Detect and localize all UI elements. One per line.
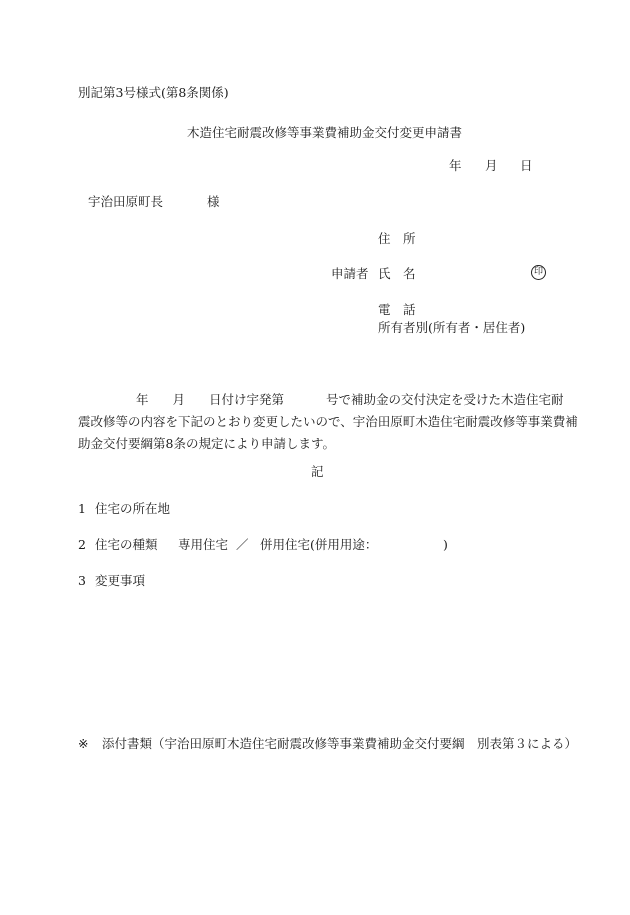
form-label: 別記第3号様式(第8条関係) [78,85,229,100]
ki-heading: 記 [311,464,324,479]
page-title: 木造住宅耐震改修等事業費補助金交付変更申請書 [187,125,463,140]
body-year: 年 [136,392,149,407]
item-2-label: 住宅の種類 [95,537,158,552]
body-month: 月 [172,392,186,407]
item-2-close-paren: ) [443,537,448,552]
body-number-suffix: 号で補助金の交付決定を受けた木造住宅耐 [326,392,564,407]
seal-mark: 印 [531,265,546,280]
address-label: 住 所 [378,231,416,246]
note-mark: ※ [78,736,89,751]
body-line-1 [78,389,564,411]
note-text: 添付書類（宇治田原町木造住宅耐震改修等事業費補助金交付要綱 別表第３による） [102,736,578,751]
applicant-label: 申請者 [331,266,369,281]
item-2-option-a: 専用住宅 [178,537,229,552]
date-year: 年 [449,158,462,173]
body-line-3: 助金交付要綱第8条の規定により申請します。 [78,436,335,451]
item-2-separator: ／ [236,537,249,552]
date-month: 月 [485,158,498,173]
body-line-2: 震改修等の内容を下記のとおり変更したいので、宇治田原町木造住宅耐震改修等事業費補 [78,414,578,429]
addressee-honorific: 様 [207,194,220,209]
body-issue-ref: 日付け宇発第 [209,392,285,407]
item-1-number: 1 [78,501,86,516]
name-label: 氏 名 [378,266,416,281]
item-2-number: 2 [78,537,86,552]
body-paragraph [78,389,578,455]
item-2-option-b: 併用住宅(併用用途： [260,537,378,552]
addressee-name: 宇治田原町長 [88,194,164,209]
owner-type: 所有者別(所有者・居住者) [378,320,526,335]
item-1-label: 住宅の所在地 [95,501,171,516]
date-day: 日 [520,158,533,173]
item-3-number: 3 [78,573,86,588]
phone-label: 電 話 [378,302,416,317]
item-3-label: 変更事項 [95,573,146,588]
